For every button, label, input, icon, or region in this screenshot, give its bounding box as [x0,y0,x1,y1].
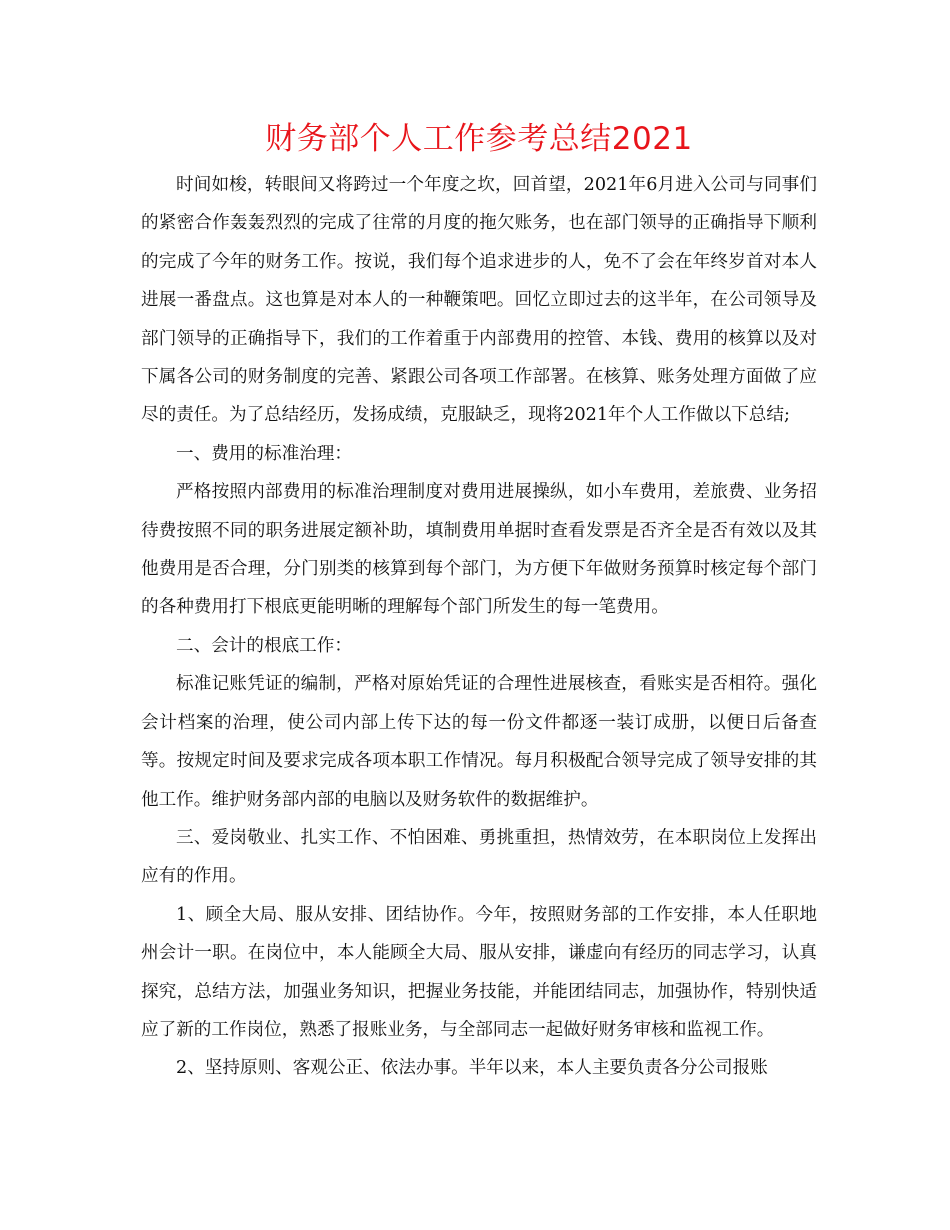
document-body [141,166,817,1088]
body-paragraph-2: 标准记账凭证的编制，严格对原始凭证的合理性进展核查，看账实是否相符。强化会计档案的治理，使公司内部上传下达的每一份文件都逐一装订成册，以便日后备查等。按规定时间及要求完成各项本职工作情况。每月积极配合领导完成了领导安排的其他工作。维护财务部内部的电脑以及财务软件的数据维护。 [141,674,817,810]
list-item-2: 2、坚持原则、客观公正、依法办事。半年以来，本人主要负责各分公司报账 [176,1058,768,1079]
section-heading-3: 三、爱岗敬业、扎实工作、不怕困难、勇挑重担，热情效劳，在本职岗位上发挥出应有的作用。 [141,827,817,887]
section-heading-1: 一、费用的标准治理： [176,443,352,464]
document-page [141,118,817,1088]
document-title: 财务部个人工作参考总结2021 [265,121,693,157]
body-paragraph-1: 严格按照内部费用的标准治理制度对费用进展操纵，如小车费用，差旅费、业务招待费按照不同的职务进展定额补助，填制费用单据时查看发票是否齐全是否有效以及其他费用是否合理，分门别类的核算到每个部门，为方便下年做财务预算时核定每个部门的各种费用打下根底更能明晰的理解每个部门所发生的每一笔费用。 [141,482,817,618]
intro-paragraph: 时间如梭，转眼间又将跨过一个年度之坎，回首望，2021年6月进入公司与同事们的紧密合作轰轰烈烈的完成了往常的月度的拖欠账务，也在部门领导的正确指导下顺利的完成了今年的财务工作。按说，我们每个追求进步的人，免不了会在年终岁首对本人进展一番盘点。这也算是对本人的一种鞭策吧。回忆立即过去的这半年，在公司领导及部门领导的正确指导下，我们的工作着重于内部费用的控管、本钱、费用的核算以及对下属各公司的财务制度的完善、紧跟公司各项工作部署。在核算、账务处理方面做了应尽的责任。为了总结经历，发扬成绩，克服缺乏，现将2021年个人工作做以下总结; [141,175,817,426]
section-heading-2: 二、会计的根底工作： [176,635,352,656]
list-item-1: 1、顾全大局、服从安排、团结协作。今年，按照财务部的工作安排，本人任职地州会计一职。在岗位中，本人能顾全大局、服从安排，谦虚向有经历的同志学习，认真探究，总结方法，加强业务知识，把握业务技能，并能团结同志，加强协作，特别快适应了新的工作岗位，熟悉了报账业务，与全部同志一起做好财务审核和监视工作。 [141,904,817,1040]
